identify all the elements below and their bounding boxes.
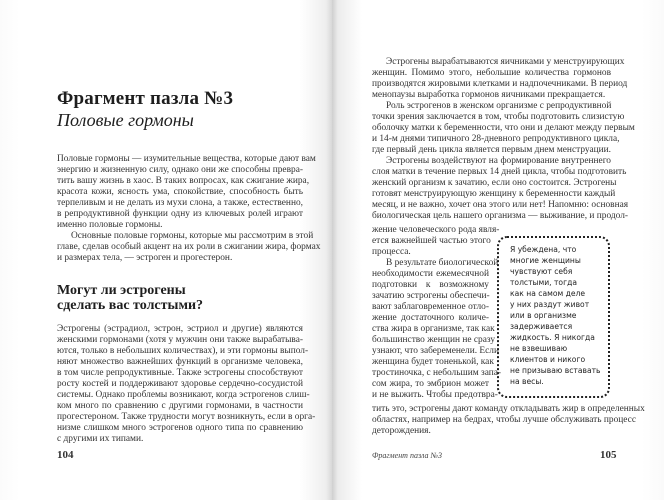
text-line: и 14-м днями типичного 28-дневного репродуктивного цикла, [372,134,620,144]
text-line: вают заблаговременное отло- [372,302,489,312]
right-closing-text [372,404,645,437]
text-line: узнают, что забеременели. Если [372,346,500,356]
text-line: менопаузы выработка гормонов яичниками прекращается. [372,90,606,100]
text-line: тить вашу жизнь в хаос. В таких вопросах, как сжигание жира, [57,176,310,186]
text-line: женский организм к зачатию, если оно состоится. Эстрогены [372,178,617,188]
text-line: Эстрогены (эстрадиол, эстрон, эстриол и другие) являются [57,324,303,334]
text-line: и размерах тела, — эстроген и прогестерон. [57,253,233,263]
text-line: подготовки к возможному [372,280,489,290]
text-line: женщина будет тоненькой, как [372,357,494,367]
callout-line: или в организме [510,311,577,320]
running-head: Фрагмент пазла №3 [372,451,443,460]
callout-line: чувствуют себя [510,267,573,276]
right-narrow-text [372,225,502,401]
section-heading-line: Могут ли эстрогены [57,283,186,298]
text-line: энергию и жизненную силу, однако они же способны превра- [57,165,303,175]
text-line: готовят менструирующую женщину к беременности каждый [372,189,616,199]
text-line: именно половые гормоны. [57,220,163,230]
callout-box [497,236,610,398]
text-line: оболочку матки к беременности, что они и делают между первым [372,123,635,133]
text-line: точки зрения заключается в том, чтобы подготовить слизистую [372,112,625,122]
right-text [372,57,635,222]
text-line: жение достаточного количе- [372,313,489,323]
chapter-title: Фрагмент пазла №3 [57,88,234,109]
callout-line: у них раздут живот [510,300,590,309]
text-line: зачатию эстрогены обеспечи- [372,291,490,301]
callout-line: жидкость. Я никогда [510,333,595,342]
section-text [57,324,316,445]
text-line: большинство женщин не сразу [372,335,496,345]
intro-text [57,154,321,264]
callout-line: на весы. [510,377,544,386]
section-heading [57,283,203,313]
text-line: процесса. [372,247,411,257]
text-line: сом жира, то эмбрион может [372,379,489,389]
text-line: тить это, эстрогены дают команду откладывать жир в определенных [372,404,645,414]
text-line: женскими гормонами (хотя у мужчин они также вырабатыва- [57,335,303,345]
callout-line: Я убеждена, что [510,245,577,254]
text-line: месяц, и не важно, хочет она этого или нет! Напомню: основная [372,200,629,210]
text-line: жение человеческого рода явля- [372,225,500,235]
text-line: женщин. Помимо этого, небольшие количества гормонов [372,68,611,78]
text-line: и не выжить. Чтобы предотвра- [372,390,498,400]
text-line: Половые гормоны — изумительные вещества, которые дают вам [57,154,316,164]
text-line: В результате биологической [386,258,499,268]
chapter-subtitle: Половые гормоны [57,110,194,130]
text-line: деторождения. [372,426,431,436]
text-line: в репродуктивной функции одну из ключевых ролей играют [57,209,303,219]
callout-line: как на самом деле [510,289,586,298]
text-line: Эстрогены вырабатываются яичниками у менструирующих [386,57,625,67]
callout-line: толстыми, тогда [510,278,577,287]
callout-line: многие женщины [510,256,581,265]
text-line: необходимости ежемесячной [372,269,489,279]
callout-text [510,244,601,387]
text-line: ются, только в небольших количествах), и эти гормоны выпол- [57,346,309,356]
text-line: где первый день цикла является первым днем менструации. [372,145,611,155]
text-line: в том числе репродуктивные. Также эстрогены способствуют [57,368,303,378]
text-line: производятся жировыми клетками и надпочечниками. В период [372,79,628,89]
text-line: прогестероном. Также трудности могут возникнуть, если в орга- [57,412,316,422]
page-number-right: 105 [600,449,617,461]
text-line: слоя матки в течение первых 14 дней цикла, чтобы подготовить [372,167,627,177]
text-line: областях, например на бедрах, чтобы лучше обслуживать процесс [372,415,636,425]
text-line: главе, сделав особый акцент на их роли в сжигании жира, формах [57,242,321,252]
text-line: красота кожи, ясность ума, спокойствие, способность быть [57,187,303,197]
text-line: ется важнейшей частью этого [372,236,491,246]
text-line: ком много по сравнению с другими гормонами, в частности [57,401,303,411]
page-number-left: 104 [57,449,74,461]
text-line: Эстрогены воздействуют на формирование внутреннего [386,156,611,166]
section-heading-line: сделать вас толстыми? [57,298,204,313]
text-line: тростиночка, с небольшим запа- [372,368,502,378]
callout-line: не призываю вставать [510,366,601,375]
callout-line: клиентов и никого [510,355,586,364]
text-line: росту костей и поддерживают здоровье сердечно-сосудистой [57,379,303,389]
text-line: с другими их типами. [57,434,144,444]
callout-line: задерживается [510,322,573,331]
text-line: терпеливым и не делать из мухи слона, а также, естественно, [57,198,303,208]
text-line: Основные половые гормоны, которые мы рассмотрим в этой [71,231,314,241]
text-line: низме слишком много эстрогенов одного типа по сравнению [57,423,303,433]
text-line: ства жира в организме, так как [372,324,495,334]
text-line: няют множество важнейших функций в организме человека, [57,357,303,367]
callout-line: не взвешиваю [510,344,568,353]
text-line: системы. Однако проблемы возникают, когда эстрогенов слиш- [57,390,310,400]
text-line: биологическая цель нашего организма — выживание, и продол- [372,211,629,221]
text-line: Роль эстрогенов в женском организме с репродуктивной [386,101,612,111]
right-page [332,0,664,500]
